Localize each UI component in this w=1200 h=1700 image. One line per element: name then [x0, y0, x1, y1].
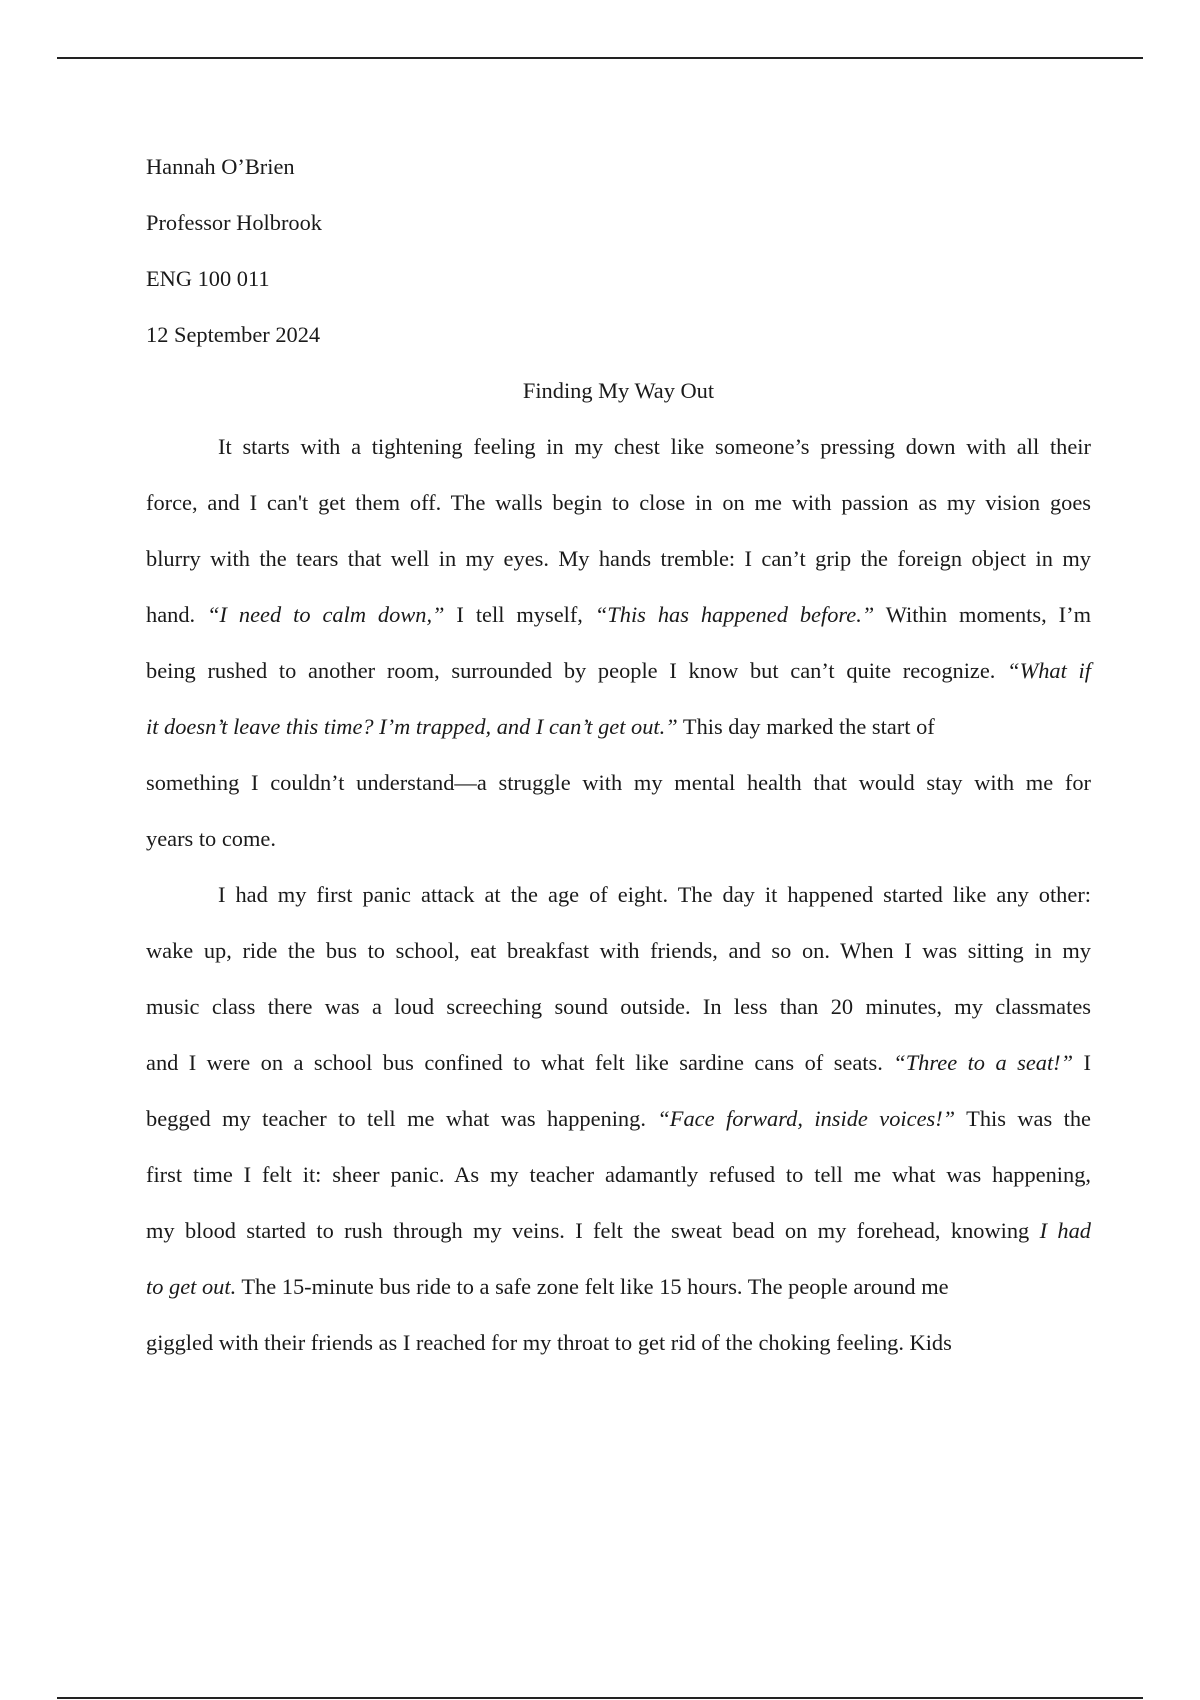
text-run: I tell myself,: [444, 602, 595, 627]
paragraph-line: [146, 1315, 1091, 1371]
paragraph-2: [146, 867, 1091, 1371]
italic-quote: “This has happened before.”: [594, 602, 875, 627]
text-run: blurry with the tears that well in my eyes. My hands tremble: I can’t grip the foreign object in my: [146, 546, 1091, 571]
paragraph-line: [146, 1147, 1091, 1203]
paragraph-line: [146, 531, 1091, 587]
essay-title: Finding My Way Out: [522, 378, 715, 403]
italic-emphasis: I had: [1039, 1218, 1092, 1243]
course-code: ENG 100 011: [146, 266, 270, 291]
text-run: music class there was a loud screeching sound outside. In less than 20 minutes, my classmates: [146, 994, 1091, 1019]
text-run: giggled with their friends as I reached for my throat to get rid of the choking feeling. Kids: [146, 1330, 952, 1355]
text-run: I: [1073, 1050, 1091, 1075]
essay-date: 12 September 2024: [146, 322, 321, 347]
text-run: This was the: [955, 1106, 1091, 1131]
italic-quote: “I need to calm down,”: [207, 602, 445, 627]
paragraph-line: [146, 1203, 1091, 1259]
text-run: Within moments, I’m: [874, 602, 1091, 627]
italic-quote: it doesn’t leave this time? I’m trapped, and I can’t get out.”: [146, 714, 678, 739]
paragraph-line: [146, 1259, 1091, 1315]
text-run: The 15-minute bus ride to a safe zone felt like 15 hours. The people around me: [236, 1274, 949, 1299]
paragraph-line: [146, 475, 1091, 531]
text-run: force, and I can't get them off. The walls begin to close in on me with passion as my vision goes: [146, 490, 1091, 515]
bottom-page-rule: [57, 1697, 1143, 1699]
text-run: This day marked the start of: [677, 714, 935, 739]
top-page-rule: [57, 57, 1143, 59]
text-run: wake up, ride the bus to school, eat breakfast with friends, and so on. When I was sitting in my: [146, 938, 1091, 963]
text-run: years to come.: [146, 826, 276, 851]
italic-quote: “Three to a seat!”: [893, 1050, 1074, 1075]
paragraph-line: [146, 811, 1091, 867]
text-run: my blood started to rush through my veins. I felt the sweat bead on my forehead, knowing: [146, 1218, 1040, 1243]
paragraph-line: [146, 643, 1091, 699]
text-run: and I were on a school bus confined to what felt like sardine cans of seats.: [146, 1050, 894, 1075]
paragraph-line: [146, 755, 1091, 811]
text-run: first time I felt it: sheer panic. As my teacher adamantly refused to tell me what was happening,: [146, 1162, 1091, 1187]
paragraph-line: [146, 1035, 1091, 1091]
paragraph-line: [146, 979, 1091, 1035]
text-run: begged my teacher to tell me what was happening.: [146, 1106, 658, 1131]
italic-emphasis: to get out.: [146, 1274, 237, 1299]
document-page: [146, 139, 1091, 1371]
text-run: hand.: [146, 602, 208, 627]
text-run: It starts with a tightening feeling in my chest like someone’s pressing down with all their: [218, 434, 1091, 459]
text-run: I had my first panic attack at the age of eight. The day it happened started like any other:: [218, 882, 1091, 907]
paragraph-1: [146, 419, 1091, 867]
paragraph-line: [146, 587, 1091, 643]
paragraph-line: [146, 923, 1091, 979]
text-run: something I couldn’t understand—a struggle with my mental health that would stay with me for: [146, 770, 1091, 795]
italic-quote: “What if: [1007, 658, 1091, 683]
student-name: Hannah O’Brien: [146, 154, 295, 179]
italic-quote: “Face forward, inside voices!”: [657, 1106, 956, 1131]
paragraph-line: [146, 419, 1091, 475]
text-run: being rushed to another room, surrounded by people I know but can’t quite recognize.: [146, 658, 1008, 683]
paragraph-line: [146, 867, 1091, 923]
professor-name: Professor Holbrook: [146, 210, 322, 235]
paragraph-line: [146, 699, 1091, 755]
paragraph-line: [146, 1091, 1091, 1147]
